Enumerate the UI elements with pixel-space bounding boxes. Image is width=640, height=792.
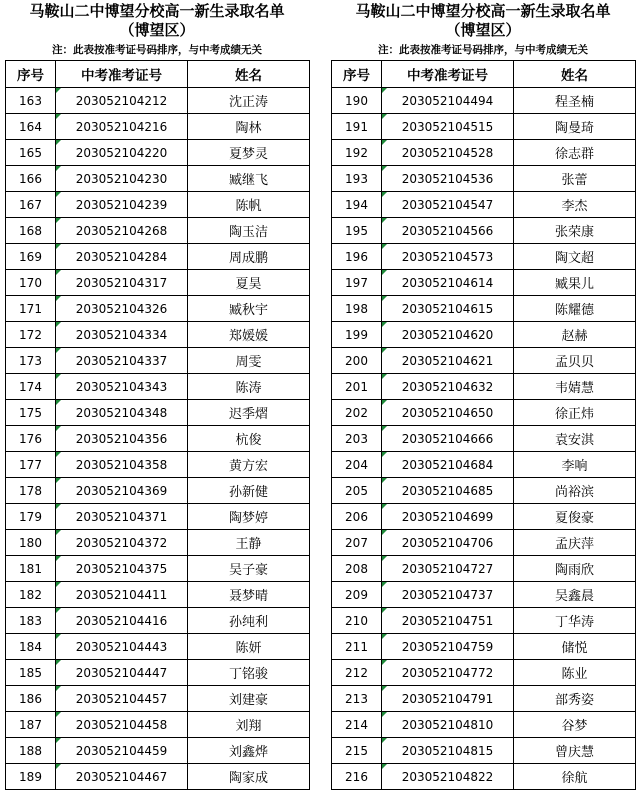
seq-cell: 188 bbox=[6, 738, 56, 764]
title-line-main: 马鞍山二中博望分校高一新生录取名单 bbox=[29, 2, 285, 20]
header-exam-id: 中考准考证号 bbox=[56, 61, 188, 88]
seq-cell: 197 bbox=[332, 270, 382, 296]
exam-id-cell: 203052104573 bbox=[382, 244, 514, 270]
exam-id-cell: 203052104614 bbox=[382, 270, 514, 296]
seq-cell: 174 bbox=[6, 374, 56, 400]
table-row bbox=[6, 140, 310, 166]
exam-id-cell: 203052104699 bbox=[382, 504, 514, 530]
student-name-cell: 陶家成 bbox=[188, 764, 310, 790]
table-row bbox=[332, 452, 636, 478]
seq-cell: 184 bbox=[6, 634, 56, 660]
table-row bbox=[332, 374, 636, 400]
student-name-cell: 陈耀德 bbox=[514, 296, 636, 322]
exam-id-cell: 203052104536 bbox=[382, 166, 514, 192]
exam-id-cell: 203052104727 bbox=[382, 556, 514, 582]
seq-cell: 180 bbox=[6, 530, 56, 556]
exam-id-cell: 203052104494 bbox=[382, 88, 514, 114]
student-name-cell: 部秀姿 bbox=[514, 686, 636, 712]
header-seq: 序号 bbox=[332, 61, 382, 88]
exam-id-cell: 203052104547 bbox=[382, 192, 514, 218]
table-row bbox=[332, 634, 636, 660]
student-name-cell: 刘鑫烨 bbox=[188, 738, 310, 764]
student-name-cell: 吴子豪 bbox=[188, 556, 310, 582]
student-name-cell: 徐航 bbox=[514, 764, 636, 790]
seq-cell: 202 bbox=[332, 400, 382, 426]
student-name-cell: 李响 bbox=[514, 452, 636, 478]
title-line-district: （博望区） bbox=[119, 21, 195, 39]
seq-cell: 166 bbox=[6, 166, 56, 192]
seq-cell: 213 bbox=[332, 686, 382, 712]
header-row bbox=[6, 61, 310, 88]
exam-id-cell: 203052104337 bbox=[56, 348, 188, 374]
student-name-cell: 孟贝贝 bbox=[514, 348, 636, 374]
table-row bbox=[6, 582, 310, 608]
header-name: 姓名 bbox=[514, 61, 636, 88]
exam-id-cell: 203052104620 bbox=[382, 322, 514, 348]
table-row bbox=[332, 504, 636, 530]
student-name-cell: 程圣楠 bbox=[514, 88, 636, 114]
exam-id-cell: 203052104358 bbox=[56, 452, 188, 478]
table-row bbox=[332, 114, 636, 140]
table-row bbox=[332, 322, 636, 348]
exam-id-cell: 203052104528 bbox=[382, 140, 514, 166]
student-name-cell: 郑媛媛 bbox=[188, 322, 310, 348]
student-name-cell: 臧秋宇 bbox=[188, 296, 310, 322]
table-row bbox=[332, 556, 636, 582]
table-row bbox=[6, 556, 310, 582]
student-name-cell: 陶雨欣 bbox=[514, 556, 636, 582]
table-row bbox=[332, 140, 636, 166]
seq-cell: 200 bbox=[332, 348, 382, 374]
seq-cell: 167 bbox=[6, 192, 56, 218]
exam-id-cell: 203052104751 bbox=[382, 608, 514, 634]
exam-id-cell: 203052104791 bbox=[382, 686, 514, 712]
seq-cell: 211 bbox=[332, 634, 382, 660]
student-name-cell: 黄方宏 bbox=[188, 452, 310, 478]
table-row bbox=[332, 244, 636, 270]
seq-cell: 199 bbox=[332, 322, 382, 348]
seq-cell: 173 bbox=[6, 348, 56, 374]
student-name-cell: 张蕾 bbox=[514, 166, 636, 192]
student-name-cell: 徐正炜 bbox=[514, 400, 636, 426]
table-row bbox=[6, 530, 310, 556]
table-row bbox=[6, 400, 310, 426]
exam-id-cell: 203052104706 bbox=[382, 530, 514, 556]
seq-cell: 183 bbox=[6, 608, 56, 634]
exam-id-cell: 203052104457 bbox=[56, 686, 188, 712]
roster-panel-left bbox=[5, 0, 309, 790]
exam-id-cell: 203052104356 bbox=[56, 426, 188, 452]
exam-id-cell: 203052104372 bbox=[56, 530, 188, 556]
header-name: 姓名 bbox=[188, 61, 310, 88]
seq-cell: 195 bbox=[332, 218, 382, 244]
exam-id-cell: 203052104684 bbox=[382, 452, 514, 478]
student-name-cell: 谷梦 bbox=[514, 712, 636, 738]
sort-note: 注：此表按准考证号码排序，与中考成绩无关 bbox=[52, 44, 262, 56]
student-name-cell: 陈业 bbox=[514, 660, 636, 686]
table-row bbox=[332, 218, 636, 244]
student-name-cell: 徐志群 bbox=[514, 140, 636, 166]
title-line-main: 马鞍山二中博望分校高一新生录取名单 bbox=[355, 2, 611, 20]
exam-id-cell: 203052104810 bbox=[382, 712, 514, 738]
header-seq: 序号 bbox=[6, 61, 56, 88]
student-name-cell: 沈正涛 bbox=[188, 88, 310, 114]
table-row bbox=[6, 218, 310, 244]
exam-id-cell: 203052104348 bbox=[56, 400, 188, 426]
table-row bbox=[332, 738, 636, 764]
student-name-cell: 陈妍 bbox=[188, 634, 310, 660]
exam-id-cell: 203052104632 bbox=[382, 374, 514, 400]
seq-cell: 177 bbox=[6, 452, 56, 478]
seq-cell: 190 bbox=[332, 88, 382, 114]
table-row bbox=[6, 244, 310, 270]
seq-cell: 204 bbox=[332, 452, 382, 478]
student-name-cell: 陶曼琦 bbox=[514, 114, 636, 140]
exam-id-cell: 203052104685 bbox=[382, 478, 514, 504]
exam-id-cell: 203052104759 bbox=[382, 634, 514, 660]
exam-id-cell: 203052104459 bbox=[56, 738, 188, 764]
exam-id-cell: 203052104268 bbox=[56, 218, 188, 244]
table-row bbox=[6, 764, 310, 790]
table-row bbox=[332, 192, 636, 218]
seq-cell: 207 bbox=[332, 530, 382, 556]
seq-cell: 170 bbox=[6, 270, 56, 296]
table-row bbox=[6, 270, 310, 296]
seq-cell: 201 bbox=[332, 374, 382, 400]
student-name-cell: 陶林 bbox=[188, 114, 310, 140]
seq-cell: 205 bbox=[332, 478, 382, 504]
table-row bbox=[6, 660, 310, 686]
student-name-cell: 夏俊豪 bbox=[514, 504, 636, 530]
exam-id-cell: 203052104416 bbox=[56, 608, 188, 634]
panel-title bbox=[331, 0, 635, 42]
table-row bbox=[6, 322, 310, 348]
admission-table bbox=[331, 60, 636, 790]
seq-cell: 181 bbox=[6, 556, 56, 582]
student-name-cell: 周雯 bbox=[188, 348, 310, 374]
seq-cell: 169 bbox=[6, 244, 56, 270]
student-name-cell: 刘翔 bbox=[188, 712, 310, 738]
exam-id-cell: 203052104447 bbox=[56, 660, 188, 686]
seq-cell: 171 bbox=[6, 296, 56, 322]
exam-id-cell: 203052104216 bbox=[56, 114, 188, 140]
seq-cell: 191 bbox=[332, 114, 382, 140]
seq-cell: 187 bbox=[6, 712, 56, 738]
exam-id-cell: 203052104443 bbox=[56, 634, 188, 660]
table-row bbox=[332, 686, 636, 712]
student-name-cell: 储悦 bbox=[514, 634, 636, 660]
table-row bbox=[6, 192, 310, 218]
table-row bbox=[6, 504, 310, 530]
exam-id-cell: 203052104666 bbox=[382, 426, 514, 452]
exam-id-cell: 203052104772 bbox=[382, 660, 514, 686]
exam-id-cell: 203052104326 bbox=[56, 296, 188, 322]
student-name-cell: 王静 bbox=[188, 530, 310, 556]
student-name-cell: 夏昊 bbox=[188, 270, 310, 296]
student-name-cell: 迟季熠 bbox=[188, 400, 310, 426]
seq-cell: 209 bbox=[332, 582, 382, 608]
exam-id-cell: 203052104822 bbox=[382, 764, 514, 790]
student-name-cell: 丁铭骏 bbox=[188, 660, 310, 686]
table-row bbox=[6, 114, 310, 140]
seq-cell: 215 bbox=[332, 738, 382, 764]
exam-id-cell: 203052104212 bbox=[56, 88, 188, 114]
seq-cell: 176 bbox=[6, 426, 56, 452]
seq-cell: 175 bbox=[6, 400, 56, 426]
exam-id-cell: 203052104317 bbox=[56, 270, 188, 296]
table-row bbox=[332, 608, 636, 634]
student-name-cell: 孟庆萍 bbox=[514, 530, 636, 556]
seq-cell: 189 bbox=[6, 764, 56, 790]
seq-cell: 178 bbox=[6, 478, 56, 504]
seq-cell: 185 bbox=[6, 660, 56, 686]
table-row bbox=[6, 686, 310, 712]
table-row bbox=[332, 270, 636, 296]
table-row bbox=[6, 374, 310, 400]
table-row bbox=[6, 738, 310, 764]
seq-cell: 182 bbox=[6, 582, 56, 608]
student-name-cell: 赵赫 bbox=[514, 322, 636, 348]
seq-cell: 216 bbox=[332, 764, 382, 790]
seq-cell: 193 bbox=[332, 166, 382, 192]
student-name-cell: 丁华涛 bbox=[514, 608, 636, 634]
table-row bbox=[332, 582, 636, 608]
exam-id-cell: 203052104334 bbox=[56, 322, 188, 348]
seq-cell: 186 bbox=[6, 686, 56, 712]
table-row bbox=[6, 296, 310, 322]
seq-cell: 165 bbox=[6, 140, 56, 166]
student-name-cell: 袁安淇 bbox=[514, 426, 636, 452]
seq-cell: 206 bbox=[332, 504, 382, 530]
seq-cell: 196 bbox=[332, 244, 382, 270]
student-name-cell: 刘建豪 bbox=[188, 686, 310, 712]
student-name-cell: 陈涛 bbox=[188, 374, 310, 400]
exam-id-cell: 203052104650 bbox=[382, 400, 514, 426]
exam-id-cell: 203052104375 bbox=[56, 556, 188, 582]
student-name-cell: 臧果儿 bbox=[514, 270, 636, 296]
roster-panel-right bbox=[331, 0, 635, 790]
table-row bbox=[6, 426, 310, 452]
table-row bbox=[6, 634, 310, 660]
table-row bbox=[6, 88, 310, 114]
student-name-cell: 陶梦婷 bbox=[188, 504, 310, 530]
student-name-cell: 陶玉洁 bbox=[188, 218, 310, 244]
header-exam-id: 中考准考证号 bbox=[382, 61, 514, 88]
seq-cell: 208 bbox=[332, 556, 382, 582]
table-row bbox=[6, 478, 310, 504]
exam-id-cell: 203052104621 bbox=[382, 348, 514, 374]
table-row bbox=[332, 530, 636, 556]
student-name-cell: 陈帆 bbox=[188, 192, 310, 218]
seq-cell: 168 bbox=[6, 218, 56, 244]
table-row bbox=[332, 660, 636, 686]
seq-cell: 212 bbox=[332, 660, 382, 686]
table-row bbox=[6, 452, 310, 478]
table-row bbox=[332, 712, 636, 738]
admission-table bbox=[5, 60, 310, 790]
exam-id-cell: 203052104566 bbox=[382, 218, 514, 244]
table-body bbox=[6, 88, 310, 790]
seq-cell: 203 bbox=[332, 426, 382, 452]
table-row bbox=[6, 712, 310, 738]
title-line-district: （博望区） bbox=[445, 21, 521, 39]
seq-cell: 163 bbox=[6, 88, 56, 114]
exam-id-cell: 203052104220 bbox=[56, 140, 188, 166]
table-row bbox=[6, 348, 310, 374]
student-name-cell: 孙纯利 bbox=[188, 608, 310, 634]
seq-cell: 214 bbox=[332, 712, 382, 738]
seq-cell: 172 bbox=[6, 322, 56, 348]
panel-title bbox=[5, 0, 309, 42]
exam-id-cell: 203052104371 bbox=[56, 504, 188, 530]
student-name-cell: 李杰 bbox=[514, 192, 636, 218]
seq-cell: 194 bbox=[332, 192, 382, 218]
exam-id-cell: 203052104467 bbox=[56, 764, 188, 790]
seq-cell: 179 bbox=[6, 504, 56, 530]
header-row bbox=[332, 61, 636, 88]
student-name-cell: 孙新健 bbox=[188, 478, 310, 504]
student-name-cell: 陶文超 bbox=[514, 244, 636, 270]
exam-id-cell: 203052104615 bbox=[382, 296, 514, 322]
student-name-cell: 臧继飞 bbox=[188, 166, 310, 192]
table-row bbox=[332, 348, 636, 374]
student-name-cell: 尚裕滨 bbox=[514, 478, 636, 504]
exam-id-cell: 203052104411 bbox=[56, 582, 188, 608]
student-name-cell: 周成鹏 bbox=[188, 244, 310, 270]
table-row bbox=[332, 400, 636, 426]
exam-id-cell: 203052104458 bbox=[56, 712, 188, 738]
student-name-cell: 聂梦晴 bbox=[188, 582, 310, 608]
sort-note: 注：此表按准考证号码排序，与中考成绩无关 bbox=[378, 44, 588, 56]
table-row bbox=[332, 426, 636, 452]
exam-id-cell: 203052104284 bbox=[56, 244, 188, 270]
seq-cell: 192 bbox=[332, 140, 382, 166]
table-row bbox=[332, 296, 636, 322]
seq-cell: 164 bbox=[6, 114, 56, 140]
student-name-cell: 曾庆慧 bbox=[514, 738, 636, 764]
student-name-cell: 夏梦灵 bbox=[188, 140, 310, 166]
student-name-cell: 杭俊 bbox=[188, 426, 310, 452]
table-row bbox=[332, 478, 636, 504]
table-row bbox=[332, 166, 636, 192]
student-name-cell: 张荣康 bbox=[514, 218, 636, 244]
exam-id-cell: 203052104369 bbox=[56, 478, 188, 504]
student-name-cell: 韦婧慧 bbox=[514, 374, 636, 400]
exam-id-cell: 203052104515 bbox=[382, 114, 514, 140]
exam-id-cell: 203052104343 bbox=[56, 374, 188, 400]
exam-id-cell: 203052104737 bbox=[382, 582, 514, 608]
table-row bbox=[332, 88, 636, 114]
exam-id-cell: 203052104815 bbox=[382, 738, 514, 764]
seq-cell: 210 bbox=[332, 608, 382, 634]
exam-id-cell: 203052104239 bbox=[56, 192, 188, 218]
student-name-cell: 吴鑫晨 bbox=[514, 582, 636, 608]
table-row bbox=[6, 166, 310, 192]
exam-id-cell: 203052104230 bbox=[56, 166, 188, 192]
seq-cell: 198 bbox=[332, 296, 382, 322]
table-body bbox=[332, 88, 636, 790]
table-row bbox=[332, 764, 636, 790]
table-row bbox=[6, 608, 310, 634]
